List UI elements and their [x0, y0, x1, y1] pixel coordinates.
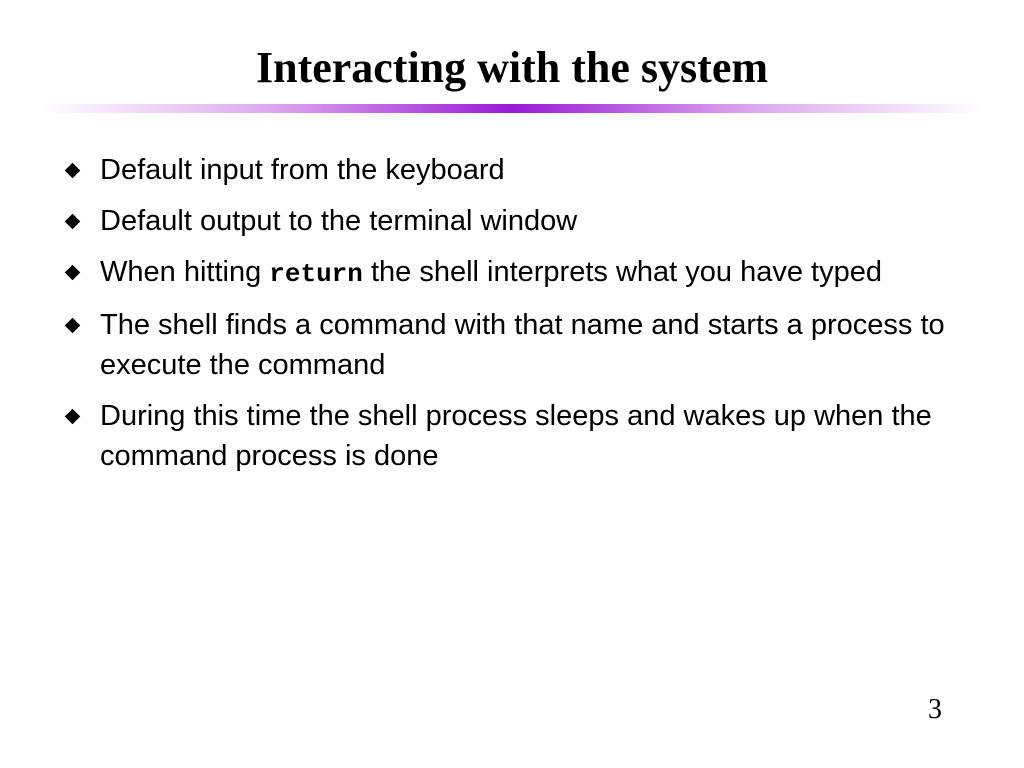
bullet-text-before: When hitting — [100, 256, 270, 288]
bullet-text: Default output to the terminal window — [100, 205, 578, 237]
slide-title: Interacting with the system — [255, 43, 769, 92]
page-number: 3 — [928, 694, 942, 725]
bullet-text: Default input from the keyboard — [100, 154, 505, 186]
list-item — [64, 252, 984, 294]
title-divider — [40, 104, 984, 113]
bullet-list — [64, 150, 984, 487]
list-item — [64, 396, 984, 476]
list-item — [64, 305, 984, 385]
return-keyword: return — [269, 259, 363, 289]
bullet-text: During this time the shell process sleeps and wakes up when the command process is done — [100, 400, 932, 472]
list-item — [64, 201, 984, 241]
diamond-bullet-icon — [65, 318, 81, 334]
bullet-text-after: the shell interprets what you have typed — [362, 256, 882, 288]
diamond-bullet-icon — [65, 214, 81, 230]
bullet-text: The shell finds a command with that name and starts a process to execute the command — [100, 309, 945, 381]
list-item — [64, 150, 984, 190]
diamond-bullet-icon — [65, 265, 81, 281]
diamond-bullet-icon — [65, 163, 81, 179]
diamond-bullet-icon — [65, 409, 81, 425]
